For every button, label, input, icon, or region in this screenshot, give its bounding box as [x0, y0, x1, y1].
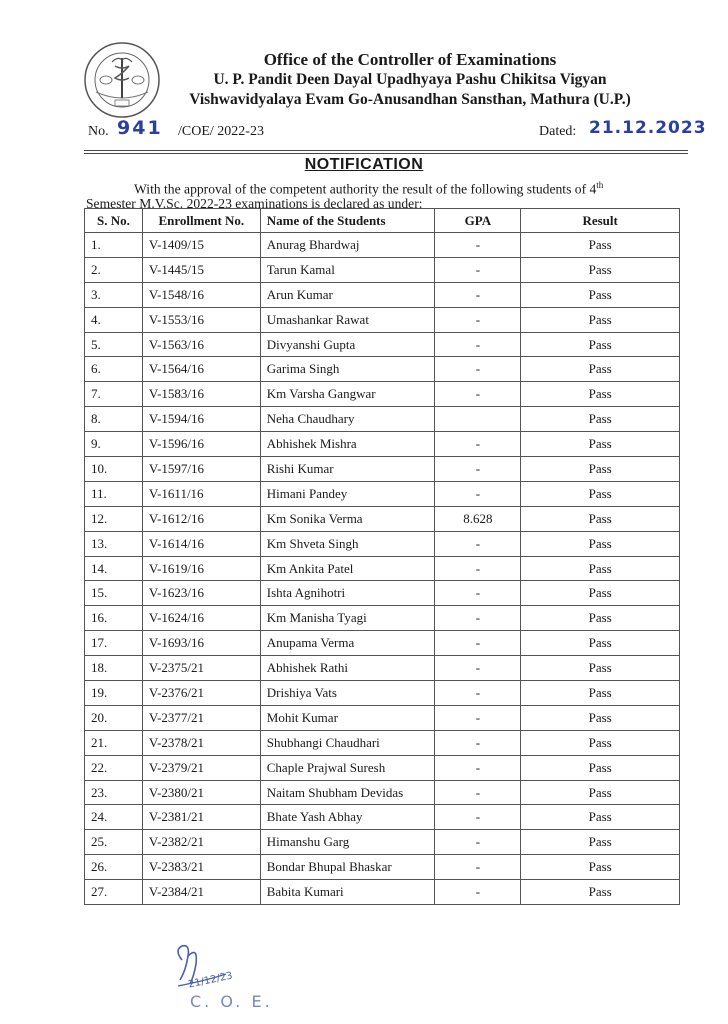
table-row [85, 606, 680, 631]
cell-result: Pass [521, 382, 680, 407]
cell-student-name: Km Varsha Gangwar [260, 382, 435, 407]
cell-gpa: - [435, 432, 521, 457]
cell-student-name: Mohit Kumar [260, 705, 435, 730]
cell-sno: 15. [85, 581, 143, 606]
cell-result: Pass [521, 581, 680, 606]
cell-sno: 2. [85, 257, 143, 282]
cell-result: Pass [521, 855, 680, 880]
cell-student-name: Drishiya Vats [260, 681, 435, 706]
cell-result: Pass [521, 357, 680, 382]
header-gpa: GPA [435, 209, 521, 233]
cell-result: Pass [521, 705, 680, 730]
cell-enrollment: V-2379/21 [142, 755, 260, 780]
cell-gpa: - [435, 382, 521, 407]
cell-student-name: Ishta Agnihotri [260, 581, 435, 606]
cell-student-name: Bondar Bhupal Bhaskar [260, 855, 435, 880]
header-name: Name of the Students [260, 209, 435, 233]
reference-number-label: No. [88, 124, 109, 139]
cell-gpa: 8.628 [435, 506, 521, 531]
cell-student-name: Rishi Kumar [260, 457, 435, 482]
cell-sno: 6. [85, 357, 143, 382]
cell-gpa: - [435, 531, 521, 556]
table-row [85, 407, 680, 432]
cell-student-name: Shubhangi Chaudhari [260, 730, 435, 755]
cell-gpa: - [435, 705, 521, 730]
notification-title [0, 156, 728, 174]
reference-line [84, 117, 707, 148]
signature-date: 21/12/23 [187, 970, 234, 991]
cell-sno: 4. [85, 307, 143, 332]
cell-gpa: - [435, 332, 521, 357]
cell-enrollment: V-2377/21 [142, 705, 260, 730]
table-row [85, 631, 680, 656]
cell-enrollment: V-1614/16 [142, 531, 260, 556]
cell-enrollment: V-2378/21 [142, 730, 260, 755]
cell-result: Pass [521, 257, 680, 282]
office-title: Office of the Controller of Examinations [263, 50, 557, 69]
cell-student-name: Divyanshi Gupta [260, 332, 435, 357]
signature-designation: C. O. E. [190, 992, 273, 1011]
cell-result: Pass [521, 631, 680, 656]
table-body [85, 233, 680, 905]
cell-sno: 3. [85, 282, 143, 307]
cell-enrollment: V-1548/16 [142, 282, 260, 307]
cell-gpa: - [435, 257, 521, 282]
cell-sno: 8. [85, 407, 143, 432]
intro-text-part1: With the approval of the competent authority the result of the following students of 4 [134, 181, 597, 197]
cell-result: Pass [521, 755, 680, 780]
cell-sno: 7. [85, 382, 143, 407]
intro-paragraph [86, 178, 686, 197]
table-row [85, 382, 680, 407]
cell-result: Pass [521, 556, 680, 581]
cell-gpa: - [435, 780, 521, 805]
cell-result: Pass [521, 681, 680, 706]
cell-result: Pass [521, 506, 680, 531]
table-row [85, 332, 680, 357]
cell-enrollment: V-2376/21 [142, 681, 260, 706]
table-row [85, 307, 680, 332]
intro-superscript: th [596, 180, 604, 190]
header-divider-bottom [84, 153, 688, 154]
table-row [85, 457, 680, 482]
cell-sno: 14. [85, 556, 143, 581]
header-divider-top [84, 150, 688, 151]
cell-gpa: - [435, 233, 521, 258]
cell-enrollment: V-2384/21 [142, 880, 260, 905]
cell-enrollment: V-1409/15 [142, 233, 260, 258]
cell-gpa: - [435, 581, 521, 606]
cell-result: Pass [521, 805, 680, 830]
cell-gpa: - [435, 681, 521, 706]
cell-enrollment: V-2380/21 [142, 780, 260, 805]
table-row [85, 880, 680, 905]
header-result: Result [521, 209, 680, 233]
cell-result: Pass [521, 880, 680, 905]
cell-result: Pass [521, 307, 680, 332]
cell-result: Pass [521, 233, 680, 258]
cell-sno: 9. [85, 432, 143, 457]
university-name-line1: U. P. Pandit Deen Dayal Upadhyaya Pashu Chikitsa Vigyan [213, 71, 607, 88]
cell-student-name: Abhishek Mishra [260, 432, 435, 457]
table-row [85, 531, 680, 556]
cell-student-name: Tarun Kamal [260, 257, 435, 282]
cell-student-name: Himanshu Garg [260, 830, 435, 855]
table-row [85, 681, 680, 706]
cell-sno: 21. [85, 730, 143, 755]
cell-enrollment: V-2375/21 [142, 656, 260, 681]
notification-title-text: NOTIFICATION [304, 156, 424, 173]
cell-gpa: - [435, 631, 521, 656]
cell-sno: 13. [85, 531, 143, 556]
table-header-row [85, 209, 680, 233]
cell-enrollment: V-1445/15 [142, 257, 260, 282]
cell-student-name: Km Ankita Patel [260, 556, 435, 581]
cell-gpa: - [435, 805, 521, 830]
cell-gpa: - [435, 282, 521, 307]
cell-sno: 5. [85, 332, 143, 357]
cell-enrollment: V-1583/16 [142, 382, 260, 407]
cell-student-name: Anurag Bhardwaj [260, 233, 435, 258]
cell-student-name: Km Shveta Singh [260, 531, 435, 556]
table-row [85, 755, 680, 780]
cell-sno: 11. [85, 481, 143, 506]
table-row [85, 855, 680, 880]
cell-gpa: - [435, 855, 521, 880]
cell-sno: 26. [85, 855, 143, 880]
cell-enrollment: V-1596/16 [142, 432, 260, 457]
reference-suffix: /COE/ 2022-23 [178, 124, 264, 139]
table-row [85, 506, 680, 531]
cell-gpa: - [435, 357, 521, 382]
header-sno: S. No. [85, 209, 143, 233]
table-row [85, 556, 680, 581]
table-row [85, 705, 680, 730]
table-row [85, 357, 680, 382]
cell-student-name: Neha Chaudhary [260, 407, 435, 432]
cell-student-name: Km Manisha Tyagi [260, 606, 435, 631]
table-row [85, 780, 680, 805]
cell-gpa: - [435, 755, 521, 780]
cell-enrollment: V-1693/16 [142, 631, 260, 656]
intro-text-part2: Semester M.V.Sc. 2022-23 examinations is declared as under: [86, 195, 423, 211]
header-enrollment: Enrollment No. [142, 209, 260, 233]
cell-sno: 19. [85, 681, 143, 706]
cell-enrollment: V-1594/16 [142, 407, 260, 432]
cell-enrollment: V-2381/21 [142, 805, 260, 830]
cell-result: Pass [521, 432, 680, 457]
cell-result: Pass [521, 332, 680, 357]
dated-label: Dated: [539, 124, 577, 139]
letterhead [150, 50, 670, 110]
cell-gpa: - [435, 730, 521, 755]
cell-result: Pass [521, 407, 680, 432]
cell-enrollment: V-1623/16 [142, 581, 260, 606]
results-table [84, 208, 680, 905]
cell-enrollment: V-2382/21 [142, 830, 260, 855]
cell-sno: 23. [85, 780, 143, 805]
table-row [85, 233, 680, 258]
cell-sno: 1. [85, 233, 143, 258]
cell-result: Pass [521, 282, 680, 307]
cell-enrollment: V-1619/16 [142, 556, 260, 581]
cell-student-name: Umashankar Rawat [260, 307, 435, 332]
cell-gpa: - [435, 556, 521, 581]
cell-sno: 25. [85, 830, 143, 855]
cell-gpa: - [435, 830, 521, 855]
notification-intro [86, 178, 686, 211]
cell-gpa: - [435, 457, 521, 482]
cell-result: Pass [521, 606, 680, 631]
cell-result: Pass [521, 481, 680, 506]
cell-student-name: Km Sonika Verma [260, 506, 435, 531]
cell-student-name: Bhate Yash Abhay [260, 805, 435, 830]
dated-value-handwritten: 21.12.2023 [589, 118, 707, 138]
cell-enrollment: V-1611/16 [142, 481, 260, 506]
cell-student-name: Garima Singh [260, 357, 435, 382]
cell-enrollment: V-2383/21 [142, 855, 260, 880]
cell-result: Pass [521, 457, 680, 482]
cell-student-name: Himani Pandey [260, 481, 435, 506]
cell-gpa: - [435, 606, 521, 631]
table-row [85, 481, 680, 506]
table-row [85, 282, 680, 307]
table-row [85, 730, 680, 755]
cell-sno: 12. [85, 506, 143, 531]
cell-result: Pass [521, 780, 680, 805]
cell-sno: 10. [85, 457, 143, 482]
cell-gpa [435, 407, 521, 432]
cell-gpa: - [435, 656, 521, 681]
table-row [85, 830, 680, 855]
cell-gpa: - [435, 481, 521, 506]
cell-sno: 18. [85, 656, 143, 681]
cell-student-name: Chaple Prajwal Suresh [260, 755, 435, 780]
cell-result: Pass [521, 531, 680, 556]
cell-gpa: - [435, 880, 521, 905]
cell-student-name: Arun Kumar [260, 282, 435, 307]
table-row [85, 432, 680, 457]
cell-result: Pass [521, 830, 680, 855]
table-row [85, 805, 680, 830]
table-row [85, 656, 680, 681]
cell-student-name: Anupama Verma [260, 631, 435, 656]
cell-enrollment: V-1612/16 [142, 506, 260, 531]
cell-sno: 16. [85, 606, 143, 631]
cell-sno: 22. [85, 755, 143, 780]
cell-sno: 27. [85, 880, 143, 905]
cell-enrollment: V-1553/16 [142, 307, 260, 332]
cell-enrollment: V-1597/16 [142, 457, 260, 482]
cell-student-name: Babita Kumari [260, 880, 435, 905]
cell-enrollment: V-1624/16 [142, 606, 260, 631]
cell-sno: 17. [85, 631, 143, 656]
cell-enrollment: V-1564/16 [142, 357, 260, 382]
cell-sno: 24. [85, 805, 143, 830]
table-row [85, 257, 680, 282]
table-row [85, 581, 680, 606]
cell-result: Pass [521, 656, 680, 681]
cell-sno: 20. [85, 705, 143, 730]
cell-result: Pass [521, 730, 680, 755]
university-name-line2: Vishwavidyalaya Evam Go-Anusandhan Sansthan, Mathura (U.P.) [189, 91, 631, 108]
reference-number-handwritten: 941 [117, 117, 163, 139]
cell-student-name: Naitam Shubham Devidas [260, 780, 435, 805]
cell-gpa: - [435, 307, 521, 332]
cell-enrollment: V-1563/16 [142, 332, 260, 357]
cell-student-name: Abhishek Rathi [260, 656, 435, 681]
